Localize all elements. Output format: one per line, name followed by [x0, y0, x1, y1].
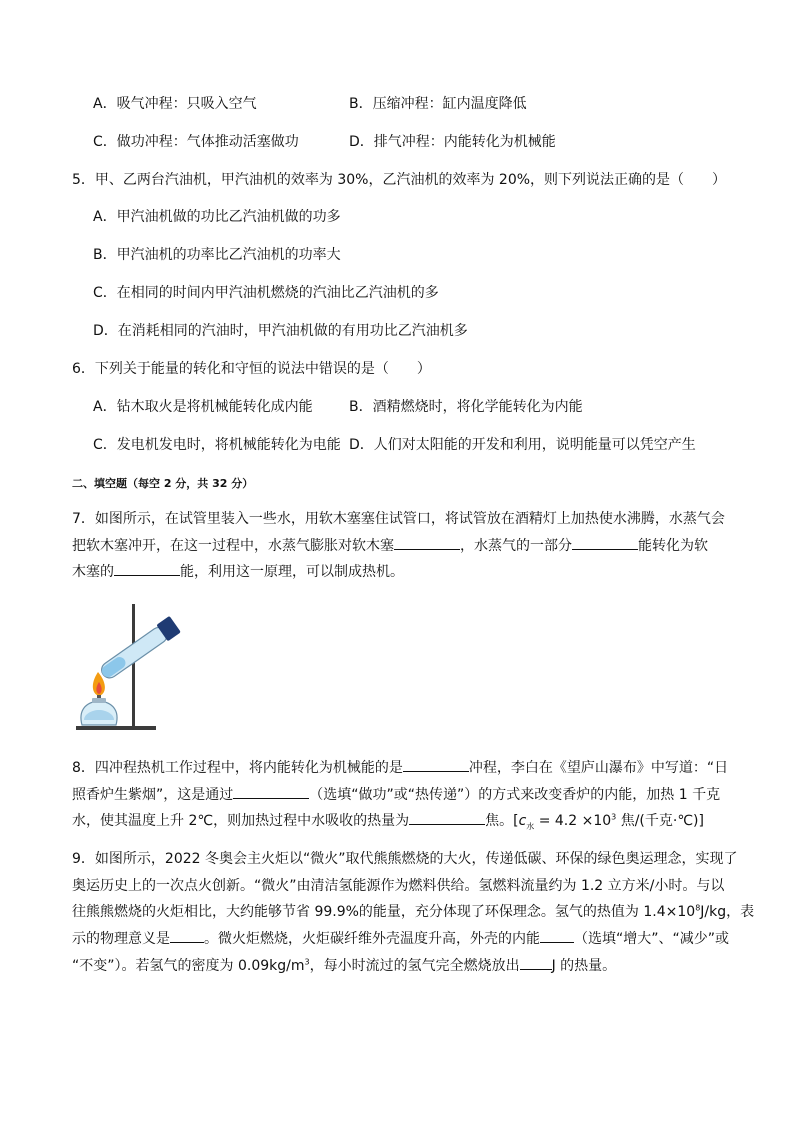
q8-c-symbol: c: [518, 813, 527, 829]
q6-option-b: B．酒精燃烧时，将化学能转化为内能: [349, 399, 583, 415]
test-tube-alcohol-lamp-figure: [72, 598, 192, 734]
q5-option-a: A．甲汽油机做的功比乙汽油机做的功多: [93, 209, 341, 225]
q6-stem: 6．下列关于能量的转化和守恒的说法中错误的是（ ）: [72, 361, 431, 377]
q6-option-c: C．发电机发电时，将机械能转化为电能: [93, 437, 341, 453]
q8-line-1: [72, 759, 728, 777]
q7-text: 能转化为软: [638, 538, 708, 554]
q9-text: 示的物理意义是: [72, 931, 170, 947]
q8-blank-1[interactable]: [403, 759, 469, 772]
q4-option-a: A．吸气冲程：只吸入空气: [93, 96, 257, 112]
q8-line-2: [72, 786, 720, 804]
q8-text: 冲程，李白在《望庐山瀑布》中写道：“日: [468, 760, 729, 776]
q5-stem: 5．甲、乙两台汽油机，甲汽油机的效率为 30%，乙汽油机的效率为 20%，则下列说法正确的是（ ）: [72, 172, 727, 188]
q7-blank-1[interactable]: [394, 537, 460, 550]
q6-option-a: A．钻木取火是将机械能转化成内能: [93, 399, 313, 415]
q9-exponent: 8: [695, 903, 701, 913]
q9-text: 。微火炬燃烧，火炬碳纤维外壳温度升高，外壳的内能: [204, 931, 540, 947]
test-tube: [97, 616, 181, 683]
q8-text: 水，使其温度上升 2℃，则加热过程中水吸收的热量为: [72, 813, 410, 829]
q7-line-1: 7．如图所示，在试管里装入一些水，用软木塞塞住试管口，将试管放在酒精灯上加热使水沸腾，水蒸气会: [72, 511, 725, 527]
q8-text: = 4.2 ×10: [534, 813, 612, 829]
q9-text: （选填“增大”、“减少”或: [574, 931, 730, 947]
q9-blank-2[interactable]: [540, 930, 574, 943]
q8-c-subscript: 水: [526, 821, 535, 831]
q7-text: ，水蒸气的一部分: [460, 538, 572, 554]
q5-option-b: B．甲汽油机的功率比乙汽油机的功率大: [93, 247, 341, 263]
q5-option-c: C．在相同的时间内甲汽油机燃烧的汽油比乙汽油机的多: [93, 285, 439, 301]
q9-text: 往熊熊燃烧的火炬相比，大约能够节省 99.9%的能量，充分体现了环保理念。氢气的热值为 1.4×10: [72, 904, 696, 920]
q9-line-4: [72, 930, 729, 948]
q4-option-b: B．压缩冲程：缸内温度降低: [349, 96, 527, 112]
q9-line-2: 奥运历史上的一次点火创新。“微火”由清洁氢能源作为燃料供给。氢燃料流量约为 1.2 立方米/小时。与以: [72, 878, 725, 894]
q7-line-3: [72, 563, 404, 581]
q9-line-1: 9．如图所示，2022 冬奥会主火炬以“微火”取代熊熊燃烧的大火，传递低碳、环保的绿色奥运理念，实现了: [72, 851, 738, 867]
q8-text: （选填“做功”或“热传递”）的方式来改变香炉的内能，加热 1 千克: [309, 787, 721, 803]
q7-text: 把软木塞冲开，在这一过程中，水蒸气膨胀对软木塞: [72, 538, 394, 554]
q9-text: ，每小时流过的氢气完全燃烧放出: [309, 958, 520, 974]
q8-text: 焦/(千克·℃)]: [616, 813, 704, 829]
q7-blank-3[interactable]: [114, 563, 180, 576]
lamp-neck: [92, 698, 106, 703]
q8-blank-2[interactable]: [233, 786, 309, 799]
q8-exponent: 3: [611, 812, 617, 822]
q7-text: 能，利用这一原理，可以制成热机。: [180, 564, 404, 580]
q7-line-2: [72, 537, 708, 555]
q8-blank-3[interactable]: [409, 812, 485, 825]
q9-text: “不变”）。若氢气的密度为 0.09kg/m: [72, 958, 305, 974]
q4-option-d: D．排气冲程：内能转化为机械能: [349, 134, 556, 150]
section-title-fill-in: 二、填空题（每空 2 分，共 32 分）: [72, 477, 254, 490]
q9-exponent: 3: [304, 957, 310, 967]
q9-blank-3[interactable]: [520, 957, 552, 970]
q9-text: J/kg，表: [700, 904, 755, 920]
q8-text: 照香炉生紫烟”，这是通过: [72, 787, 234, 803]
q5-option-d: D．在消耗相同的汽油时，甲汽油机做的有用功比乙汽油机多: [93, 323, 468, 339]
q6-option-d: D．人们对太阳能的开发和利用，说明能量可以凭空产生: [349, 437, 696, 453]
q7-text: 木塞的: [72, 564, 114, 580]
q9-blank-1[interactable]: [170, 930, 204, 943]
q4-option-c: C．做功冲程：气体推动活塞做功: [93, 134, 299, 150]
q8-line-3: [72, 812, 704, 830]
stand-rod: [132, 604, 135, 728]
q9-line-5: [72, 957, 616, 975]
stand-base: [76, 726, 156, 730]
q8-text: 8．四冲程热机工作过程中，将内能转化为机械能的是: [72, 760, 403, 776]
q9-line-3: [72, 903, 754, 921]
q8-text: 焦。[: [485, 813, 519, 829]
q9-text: J 的热量。: [551, 958, 617, 974]
q7-blank-2[interactable]: [572, 537, 638, 550]
